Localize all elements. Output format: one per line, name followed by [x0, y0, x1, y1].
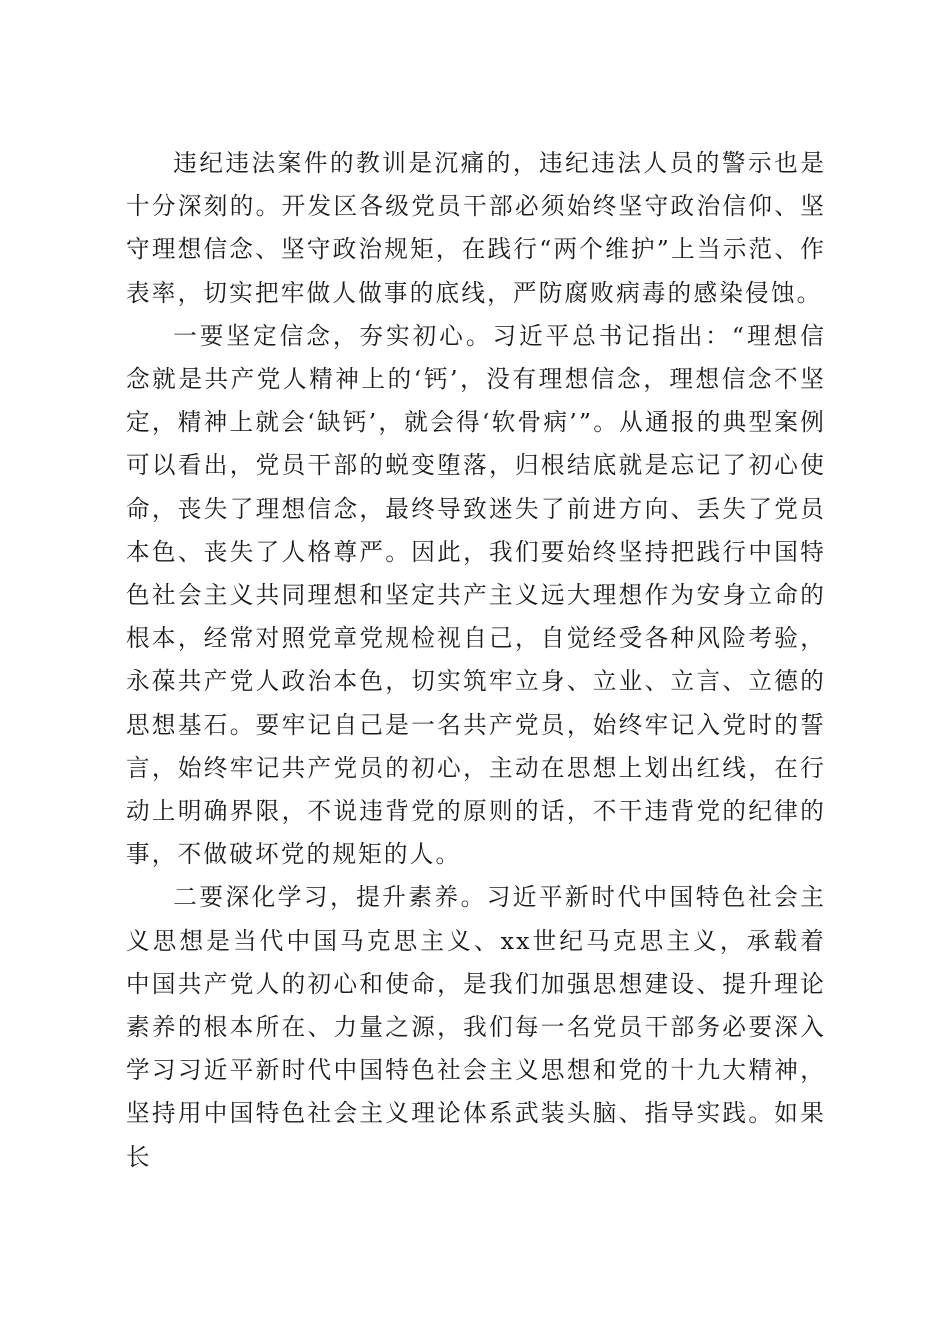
paragraph-1: 违纪违法案件的教训是沉痛的，违纪违法人员的警示也是十分深刻的。开发区各级党员干部必须始终坚守政治信仰、坚守理想信念、坚守政治规矩，在践行“两个维护”上当示范、作表率，切实把牢做人做事的底线，严防腐败病毒的感染侵蚀。	[126, 149, 826, 307]
paragraph-3: 二要深化学习，提升素养。习近平新时代中国特色社会主义思想是当代中国马克思主义、xx世纪马克思主义，承载着中国共产党人的初心和使命，是我们加强思想建设、提升理论素养的根本所在、力量之源，我们每一名党员干部务必要深入学习习近平新时代中国特色社会主义思想和党的十九大精神，坚持用中国特色社会主义理论体系武装头脑、指导实践。如果长	[126, 883, 826, 1171]
document-body	[126, 142, 826, 1179]
paragraph-2: 一要坚定信念，夯实初心。习近平总书记指出：“理想信念就是共产党人精神上的‘钙’，没有理想信念，理想信念不坚定，精神上就会‘缺钙’，就会得‘软骨病’”。从通报的典型案例可以看出，党员干部的蜕变堕落，归根结底就是忘记了初心使命，丧失了理想信念，最终导致迷失了前进方向、丢失了党员本色、丧失了人格尊严。因此，我们要始终坚持把践行中国特色社会主义共同理想和坚定共产主义远大理想作为安身立命的根本，经常对照党章党规检视自己，自觉经受各种风险考验，永葆共产党人政治本色，切实筑牢立身、立业、立言、立德的思想基石。要牢记自己是一名共产党员，始终牢记入党时的誓言，始终牢记共产党员的初心，主动在思想上划出红线，在行动上明确界限，不说违背党的原则的话，不干违背党的纪律的事，不做破坏党的规矩的人。	[126, 321, 826, 869]
